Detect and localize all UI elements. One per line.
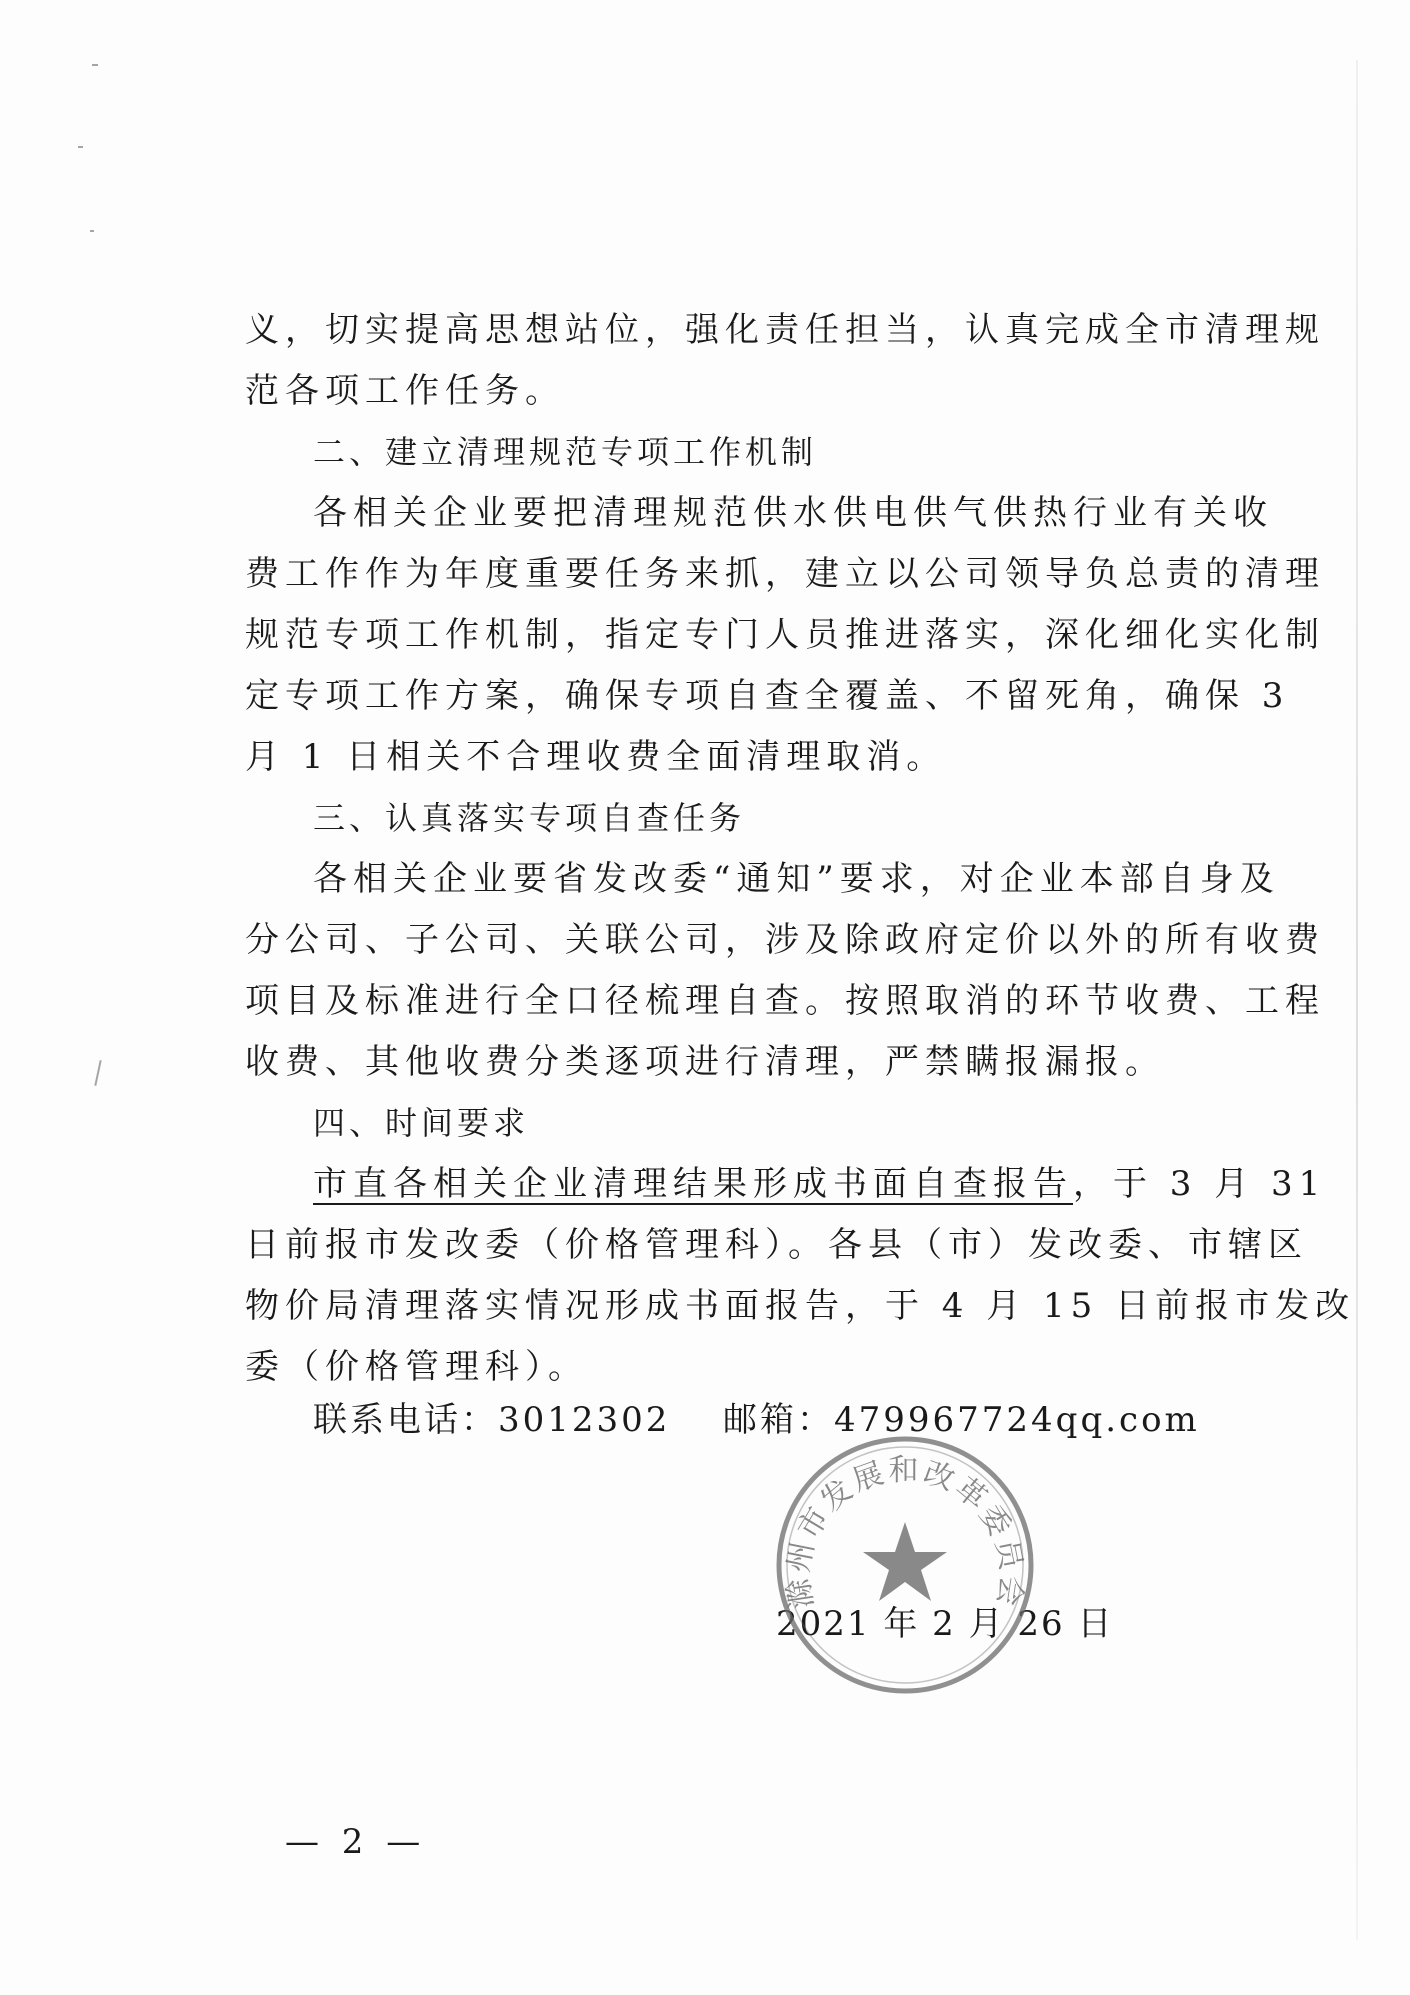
body-line: 各相关企业要省发改委“通知”要求，对企业本部自身及	[313, 859, 1280, 899]
official-seal-icon	[770, 1430, 1040, 1700]
body-line: 规范专项工作机制，指定专门人员推进落实，深化细化实化制	[245, 615, 1325, 655]
underlined-text: 市直各相关企业清理结果形成书面自查报告	[313, 1164, 1073, 1204]
section-heading: 三、认真落实专项自查任务	[313, 799, 746, 837]
scan-speck	[94, 1060, 101, 1086]
body-line: 定专项工作方案，确保专项自查全覆盖、不留死角，确保 3	[245, 676, 1290, 716]
body-line: 收费、其他收费分类逐项进行清理，严禁瞒报漏报。	[245, 1042, 1165, 1082]
scan-speck	[78, 146, 83, 148]
svg-text:滁州市发展和改革委员会: 滁州市发展和改革委员会	[780, 1453, 1030, 1612]
scan-speck	[92, 64, 98, 66]
body-line-underlined	[245, 1154, 1327, 1215]
body-line: 义，切实提高思想站位，强化责任担当，认真完成全市清理规	[245, 310, 1325, 350]
scan-edge	[1356, 60, 1358, 1940]
body-line: 委（价格管理科）。	[245, 1347, 588, 1387]
body-line: 月 1 日相关不合理收费全面清理取消。	[245, 737, 947, 777]
body-line: 各相关企业要把清理规范供水供电供气供热行业有关收	[313, 493, 1273, 533]
body-line: 范各项工作任务。	[245, 371, 565, 411]
contact-phone: 联系电话：3012302	[313, 1400, 671, 1440]
document-body	[245, 300, 1356, 1398]
body-line: 物价局清理落实情况形成书面报告，于 4 月 15 日前报市发改	[245, 1286, 1356, 1326]
body-line: 日前报市发改委（价格管理科）。各县（市）发改委、市辖区	[245, 1225, 1308, 1265]
contact-row	[313, 1392, 1200, 1441]
page-number: — 2 —	[285, 1822, 427, 1862]
body-line: 分公司、子公司、关联公司，涉及除政府定价以外的所有收费	[245, 920, 1325, 960]
body-text-continuation: ，于 3 月 31	[1073, 1164, 1327, 1204]
body-line: 项目及标准进行全口径梳理自查。按照取消的环节收费、工程	[245, 981, 1325, 1021]
document-date: 2021 年 2 月 26 日	[776, 1604, 1114, 1644]
contact-email: 邮箱：479967724qq.com	[723, 1400, 1200, 1440]
section-heading: 四、时间要求	[313, 1104, 530, 1142]
section-heading: 二、建立清理规范专项工作机制	[313, 433, 818, 471]
body-line: 费工作作为年度重要任务来抓，建立以公司领导负总责的清理	[245, 554, 1325, 594]
scan-speck	[90, 230, 94, 232]
